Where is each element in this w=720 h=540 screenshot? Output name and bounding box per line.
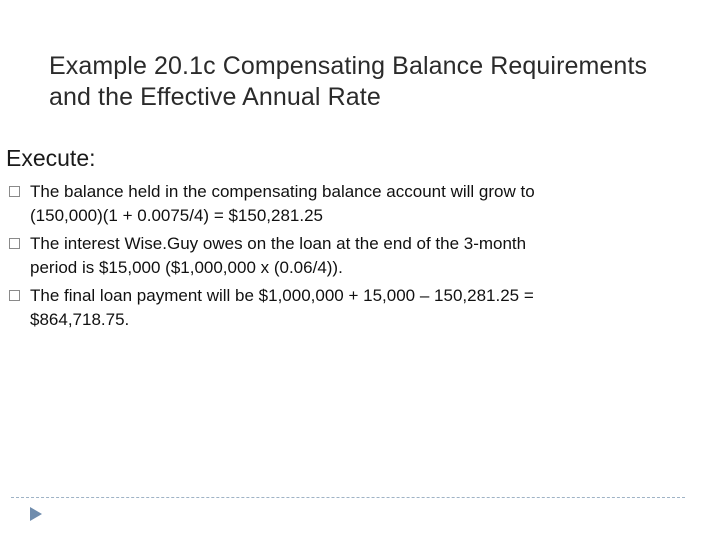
bullet-list [9,180,649,336]
bullet-item-2 [9,232,649,280]
slide-title-line-1: Example 20.1c Compensating Balance Requirements [49,52,648,80]
checkbox-square-icon [9,238,20,249]
checkbox-square-icon [9,186,20,197]
slide-title-line-2: and the Effective Annual Rate [49,83,381,111]
bullet-1-line-2: (150,000)(1 + 0.0075/4) = $150,281.25 [30,206,324,225]
bullet-1-line-1: The balance held in the compensating balance account will grow to [30,182,535,201]
section-heading: Execute: [6,145,96,171]
triangle-arrow-icon [28,505,44,523]
bullet-item-1 [9,180,649,228]
footer-divider [11,497,685,498]
bullet-3-line-1: The final loan payment will be $1,000,000 + 15,000 – 150,281.25 = [30,286,534,305]
bullet-2-line-1: The interest Wise.Guy owes on the loan at the end of the 3-month [30,234,527,253]
checkbox-square-icon [9,290,20,301]
bullet-3-line-2: $864,718.75. [30,310,130,329]
bullet-item-3 [9,284,649,332]
slide-title [49,51,714,113]
bullet-2-line-2: period is $15,000 ($1,000,000 x (0.06/4)). [30,258,343,277]
